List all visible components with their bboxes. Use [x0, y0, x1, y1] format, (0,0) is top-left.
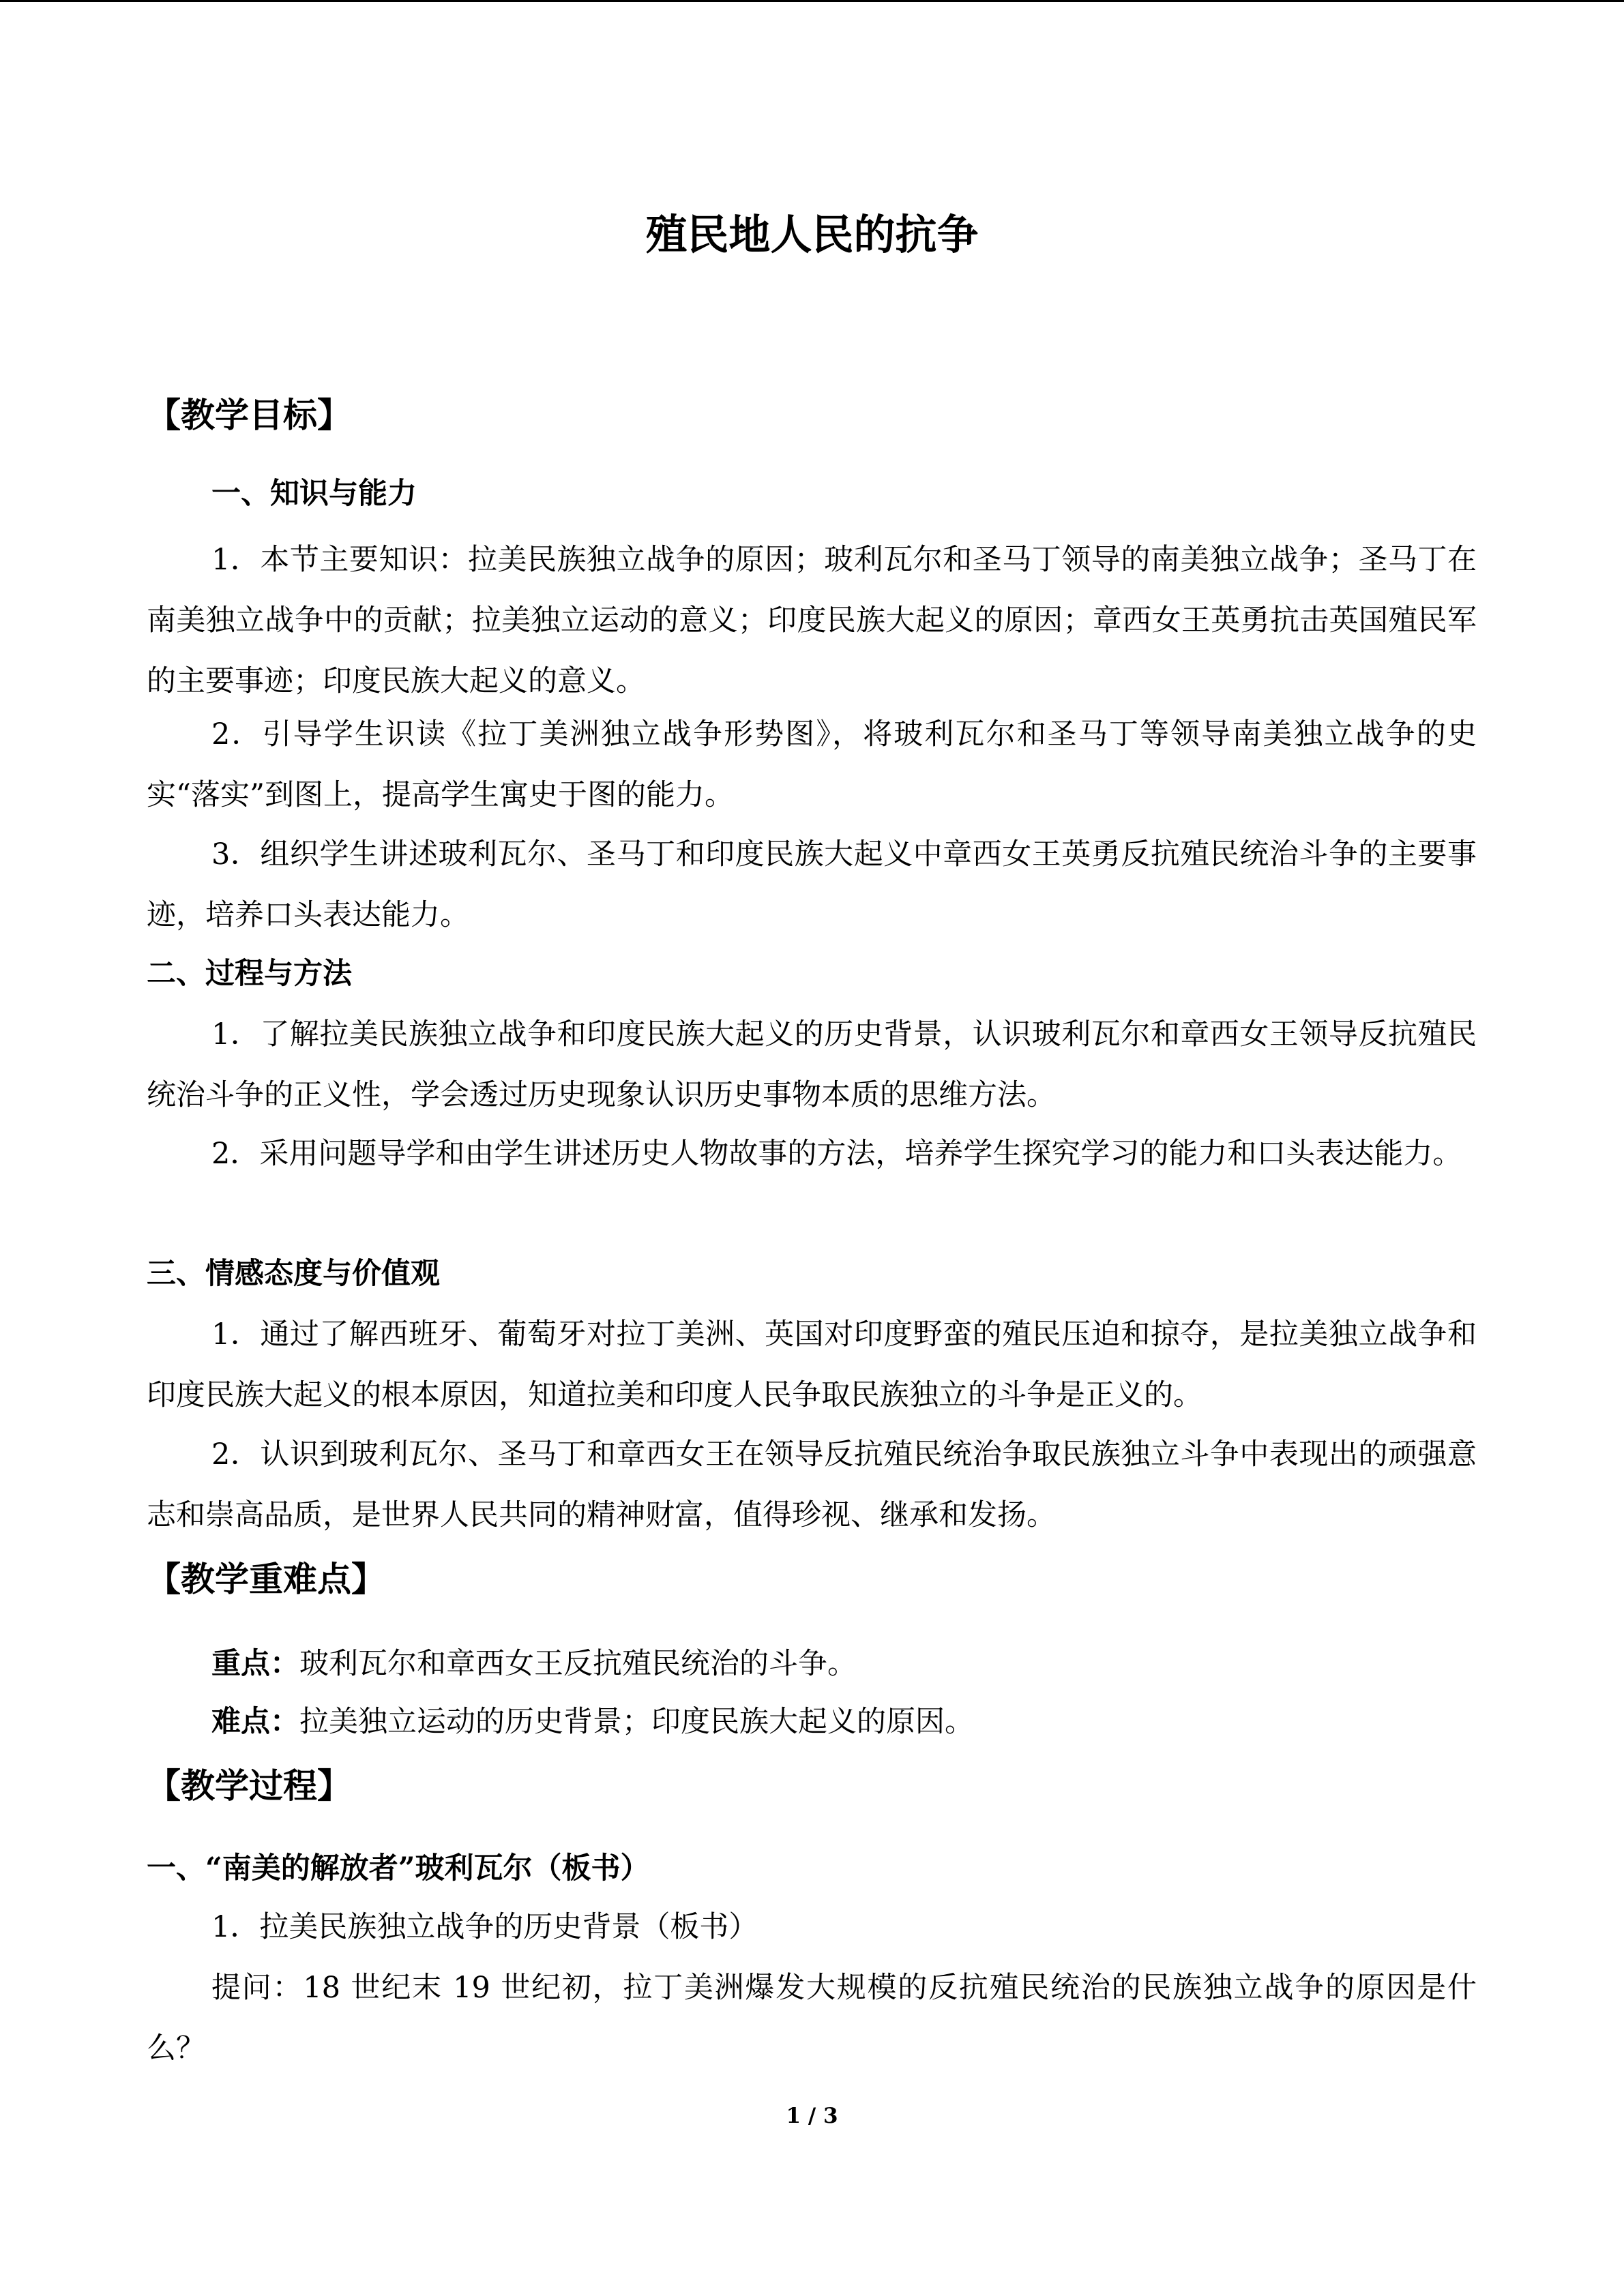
key-point-text: 玻利瓦尔和章西女王反抗殖民统治的斗争。: [299, 1647, 857, 1681]
section-heading-process: 【教学过程】: [147, 1765, 351, 1806]
paragraph-knowledge-2: 2．引导学生识读《拉丁美洲独立战争形势图》，将玻利瓦尔和圣马丁等领导南美独立战争的史实“落实”到图上，提高学生寓史于图的能力。: [147, 717, 1477, 812]
paragraph-process-1: 1．了解拉美民族独立战争和印度民族大起义的历史背景，认识玻利瓦尔和章西女王领导反抗殖民统治斗争的正义性，学会透过历史现象认识历史事物本质的思维方法。: [147, 1017, 1477, 1112]
paragraph-knowledge-1: 1．本节主要知识：拉美民族独立战争的原因；玻利瓦尔和圣马丁领导的南美独立战争；圣马丁在南美独立战争中的贡献；拉美独立运动的意义；印度民族大起义的原因；章西女王英勇抗击英国殖民军的主要事迹；印度民族大起义的意义。: [147, 543, 1477, 698]
paragraph-background-item: 1．拉美民族独立战争的历史背景（板书）: [211, 1910, 758, 1944]
page-number: 1 / 3: [786, 2104, 838, 2128]
subheading-knowledge: 一、知识与能力: [211, 477, 417, 511]
page-top-border: [0, 0, 1624, 2]
section-heading-key-points: 【教学重难点】: [147, 1559, 385, 1599]
paragraph-difficulty: [147, 1692, 1477, 1753]
paragraph-knowledge-3: 3．组织学生讲述玻利瓦尔、圣马丁和印度民族大起义中章西女王英勇反抗殖民统治斗争的主要事迹，培养口头表达能力。: [147, 837, 1477, 932]
paragraph-process-2: 2．采用问题导学和由学生讲述历史人物故事的方法，培养学生探究学习的能力和口头表达能力。: [211, 1137, 1462, 1171]
subheading-process-method: 二、过程与方法: [147, 957, 352, 991]
paragraph-question: 提问：18 世纪末 19 世纪初，拉丁美洲爆发大规模的反抗殖民统治的民族独立战争的原因是什么？: [147, 1971, 1477, 2066]
key-point-label: 重点：: [211, 1647, 299, 1681]
difficulty-label: 难点：: [211, 1705, 299, 1739]
paragraph-emotion-2: 2．认识到玻利瓦尔、圣马丁和章西女王在领导反抗殖民统治争取民族独立斗争中表现出的顽强意志和崇高品质，是世界人民共同的精神财富，值得珍视、继承和发扬。: [147, 1437, 1477, 1532]
difficulty-text: 拉美独立运动的历史背景；印度民族大起义的原因。: [299, 1705, 974, 1739]
document-title: 殖民地人民的抗争: [645, 211, 979, 259]
subheading-emotion-values: 三、情感态度与价值观: [147, 1257, 440, 1291]
paragraph-key-point: [147, 1634, 1477, 1695]
paragraph-emotion-1: 1．通过了解西班牙、葡萄牙对拉丁美洲、英国对印度野蛮的殖民压迫和掠夺，是拉美独立战争和印度民族大起义的根本原因，知道拉美和印度人民争取民族独立的斗争是正义的。: [147, 1317, 1477, 1412]
subheading-liberator: 一、“南美的解放者”玻利瓦尔（板书）: [147, 1851, 650, 1885]
section-heading-objectives: 【教学目标】: [147, 395, 351, 435]
